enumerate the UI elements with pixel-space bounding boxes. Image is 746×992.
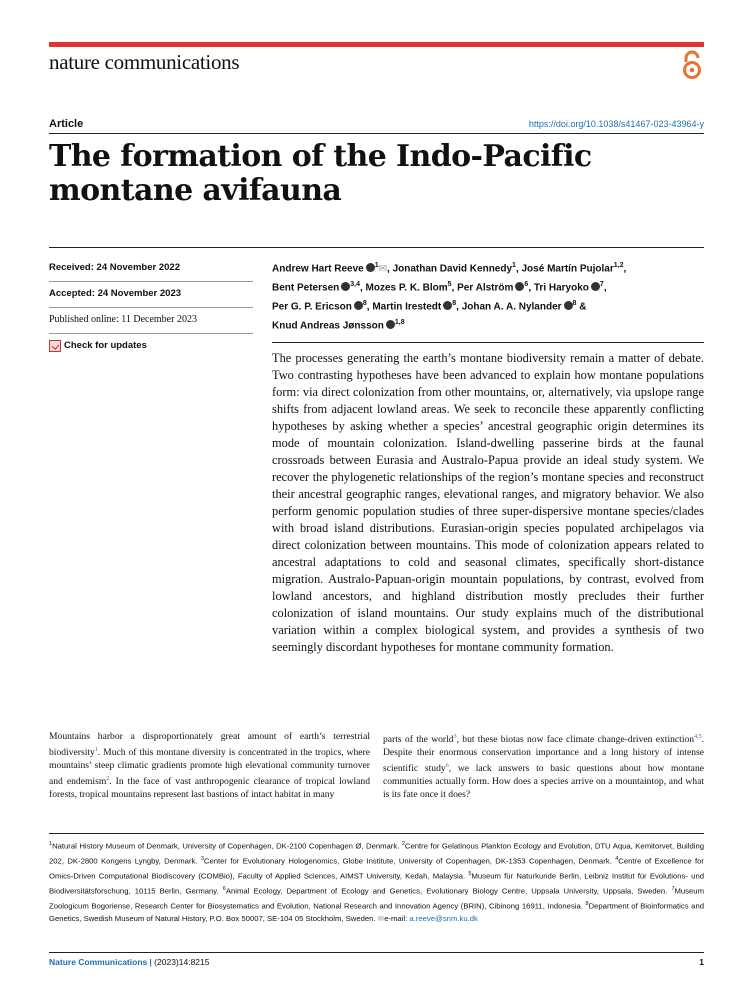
author-name[interactable]: Bent Petersen: [272, 282, 340, 294]
mail-icon[interactable]: ✉: [378, 263, 387, 275]
author-list: [272, 258, 704, 334]
text-run: Museum für Naturkunde Berlin, Leibniz Institut für Evolutions- und Biodiversitätsforschung, 10115 Berlin, Germany.: [49, 871, 705, 896]
author-separator: ,: [451, 282, 458, 294]
check-for-updates-button[interactable]: [49, 334, 253, 358]
mail-icon[interactable]: ✉: [377, 913, 385, 923]
author-name[interactable]: Tri Haryoko: [533, 282, 589, 294]
text-run: , but these biotas now face climate change-driven extinction: [456, 734, 695, 746]
reference-sup: 6: [222, 885, 226, 892]
reference-sup: 5: [468, 870, 472, 877]
reference-sup: 7: [671, 885, 675, 892]
orcid-icon[interactable]: [564, 301, 573, 310]
author-name[interactable]: José Martín Pujolar: [521, 263, 614, 275]
reference-sup: 8: [585, 900, 589, 907]
author-affiliation-sup: 8: [452, 299, 457, 307]
author-affiliation-sup: 1: [512, 262, 516, 269]
affiliations: [49, 838, 704, 925]
orcid-icon[interactable]: [354, 301, 363, 310]
accepted-label: Accepted:: [49, 288, 95, 299]
author-affiliation-sup: 8: [572, 299, 577, 307]
accepted-value: 24 November 2023: [97, 288, 182, 299]
text-run: . Despite their enormous conservation importance and a long history of intense scientific study: [383, 734, 704, 775]
text-run: . In the face of vast anthropogenic clearance of tropical lowland forests, tropical mountains represent last bastions of intact habitat in many: [49, 776, 370, 800]
orcid-icon[interactable]: [443, 301, 452, 310]
text-run: Museum Zoologicum Bogoriense, Research Center for Biosystematics and Evolution, National Research and Innovation Agency (BRIN), Cibinong 16911, Indonesia.: [49, 886, 704, 911]
text-run: parts of the world: [383, 734, 454, 746]
footer-journal[interactable]: Nature Communications: [49, 957, 148, 967]
accepted-date: [49, 282, 253, 308]
author-name[interactable]: Johan A. A. Nylander: [461, 301, 562, 313]
author-separator: ,: [456, 301, 462, 313]
article-dates: [49, 256, 253, 358]
body-column-left: [49, 731, 370, 802]
reference-sup: 1: [94, 746, 98, 753]
text-run: Centre for Gelatinous Plankton Ecology and Evolution, DTU Aqua, Kemitorvet, Building 202, DK-2800 Kongens Lyngby, Denmark.: [49, 841, 705, 866]
author-name[interactable]: Per G. P. Ericson: [272, 301, 352, 313]
author-separator: ,: [515, 263, 522, 275]
text-run: e-mail:: [384, 913, 410, 923]
author-name[interactable]: Knud Andreas Jønsson: [272, 320, 384, 332]
reference-sup: 4: [615, 855, 619, 862]
author-separator: ,: [603, 282, 607, 294]
email-link[interactable]: a.reeve@snm.ku.dk: [409, 913, 478, 923]
published-date: [49, 308, 253, 334]
check-updates-label: Check for updates: [64, 340, 147, 351]
author-separator: ,: [387, 263, 393, 275]
doi-link[interactable]: https://doi.org/10.1038/s41467-023-43964-y: [528, 119, 704, 129]
author-separator: ,: [359, 282, 366, 294]
text-run: Department of Bioinformatics and Genetics, Swedish Museum of Natural History, P.O. Box 50007, SE-104 05 Stockholm, Sweden.: [49, 901, 704, 923]
abstract-rule: [272, 342, 704, 343]
orcid-icon[interactable]: [591, 282, 600, 291]
text-run: Animal Ecology, Department of Ecology and Genetics, Evolutionary Biology Centre, Uppsala University, Uppsala, Sweden.: [225, 886, 672, 896]
published-label: Published online:: [49, 314, 119, 325]
check-updates-icon: [49, 340, 61, 352]
header-accent-bar: [49, 42, 704, 47]
reference-sup: 3: [200, 855, 204, 862]
affiliations-rule: [49, 833, 704, 834]
text-run: Center for Evolutionary Hologenomics, Globe Institute, University of Copenhagen, DK-1353 Copenhagen, Denmark.: [203, 856, 616, 866]
author-affiliation-sup: 1: [374, 262, 379, 269]
orcid-icon[interactable]: [386, 320, 395, 329]
author-affiliation-sup: 7: [599, 280, 604, 288]
orcid-icon[interactable]: [366, 263, 375, 272]
received-value: 24 November 2022: [96, 262, 180, 273]
orcid-icon[interactable]: [341, 282, 350, 291]
title-rule: [49, 133, 704, 134]
footer-rule: [49, 952, 704, 953]
body-column-right: [383, 731, 704, 802]
author-name[interactable]: Per Alström: [457, 282, 514, 294]
author-separator: ,: [366, 301, 373, 313]
received-label: Received:: [49, 262, 94, 273]
journal-name: nature communications: [49, 50, 240, 74]
text-run: Mountains harbor a disproportionately great amount of earth’s terrestrial biodiversity: [49, 731, 370, 759]
author-name[interactable]: Jonathan David Kennedy: [392, 263, 513, 275]
article-type: Article: [49, 118, 84, 130]
open-access-icon[interactable]: [681, 50, 703, 80]
author-affiliation-sup: 5: [447, 280, 452, 288]
received-date: [49, 256, 253, 282]
metadata-rule: [49, 247, 704, 248]
text-run: Centre of Excellence for Omics-Driven Computational Biodiscovery (COMBio), Faculty of Applied Sciences, AIMST University, Kedah, Malaysia.: [49, 856, 704, 881]
article-title: The formation of the Indo-Pacific montane avifauna: [49, 139, 592, 208]
reference-sup: 6: [445, 763, 449, 769]
reference-sup: 2: [106, 775, 110, 782]
text-run: Natural History Museum of Denmark, University of Copenhagen, DK-2100 Copenhagen Ø, Denmark.: [52, 841, 402, 851]
author-affiliation-sup: 6: [524, 280, 529, 288]
reference-sup: 4,5: [694, 734, 702, 740]
author-separator: ,: [528, 282, 534, 294]
footer-volume: | (2023)14:8215: [147, 957, 210, 967]
reference-sup: 1: [49, 841, 53, 847]
author-affiliation-sup: 1,8: [394, 318, 405, 326]
reference-sup: 3: [453, 734, 457, 740]
page-number: 1: [699, 957, 704, 967]
text-run: , we lack answers to basic questions about how montane communities actually form. How does a species arrive on a mountaintop, and what is its fate once it does?: [383, 763, 704, 800]
author-affiliation-sup: 3,4: [350, 280, 360, 288]
published-value: 11 December 2023: [121, 314, 197, 325]
footer-citation: [49, 957, 209, 967]
author-affiliation-sup: 1,2: [613, 262, 624, 269]
author-name[interactable]: Andrew Hart Reeve: [272, 263, 364, 275]
author-name[interactable]: Mozes P. K. Blom: [365, 282, 448, 294]
author-name[interactable]: Martin Irestedt: [372, 301, 442, 313]
author-affiliation-sup: 8: [362, 299, 367, 307]
text-run: . Much of this montane diversity is concentrated in the tropics, where mountains’ steep climatic gradients promote high elevational community turnover and endemism: [49, 747, 370, 788]
author-separator: ,: [623, 263, 627, 275]
author-separator: &: [576, 301, 587, 313]
abstract: The processes generating the earth’s montane biodiversity remain a matter of debate. Two contrasting hypotheses have been advanced to explain how montane populations form: via direct colonization from other mountains, or, alternatively, via upslope range shifts from adjacent lowland areas. We seek to reconcile these apparently conflicting hypotheses by asking whether a species’ ancestral geographic origin determines its mode of mountain colonization. Island-dwelling passerine birds at the faunal crossroads between Eurasia and Australo-Papua provide an ideal study system. We recover the phylogenetic relationships of the region’s montane species and reconstruct their ancestral geographic ranges, elevational ranges, and migratory behavior. We also perform genomic population studies of three super-dispersive montane species/clades with broad island distributions. Eurasian-origin species populated archipelagos via direct colonization between mountains. This mode of colonization appears related to ancestral adaptations to cold and seasonal climates, specifically short-distance migration. Australo-Papuan-origin mountain populations, by contrast, evolved from lowland ancestors, and highland distribution mostly precludes their further colonization of island mountains. Our study explains much of the distributional variation within a complex biological system, and provides a synthesis of two seemingly discordant hypotheses for montane community formation.: [272, 351, 704, 654]
reference-sup: 2: [401, 841, 405, 847]
